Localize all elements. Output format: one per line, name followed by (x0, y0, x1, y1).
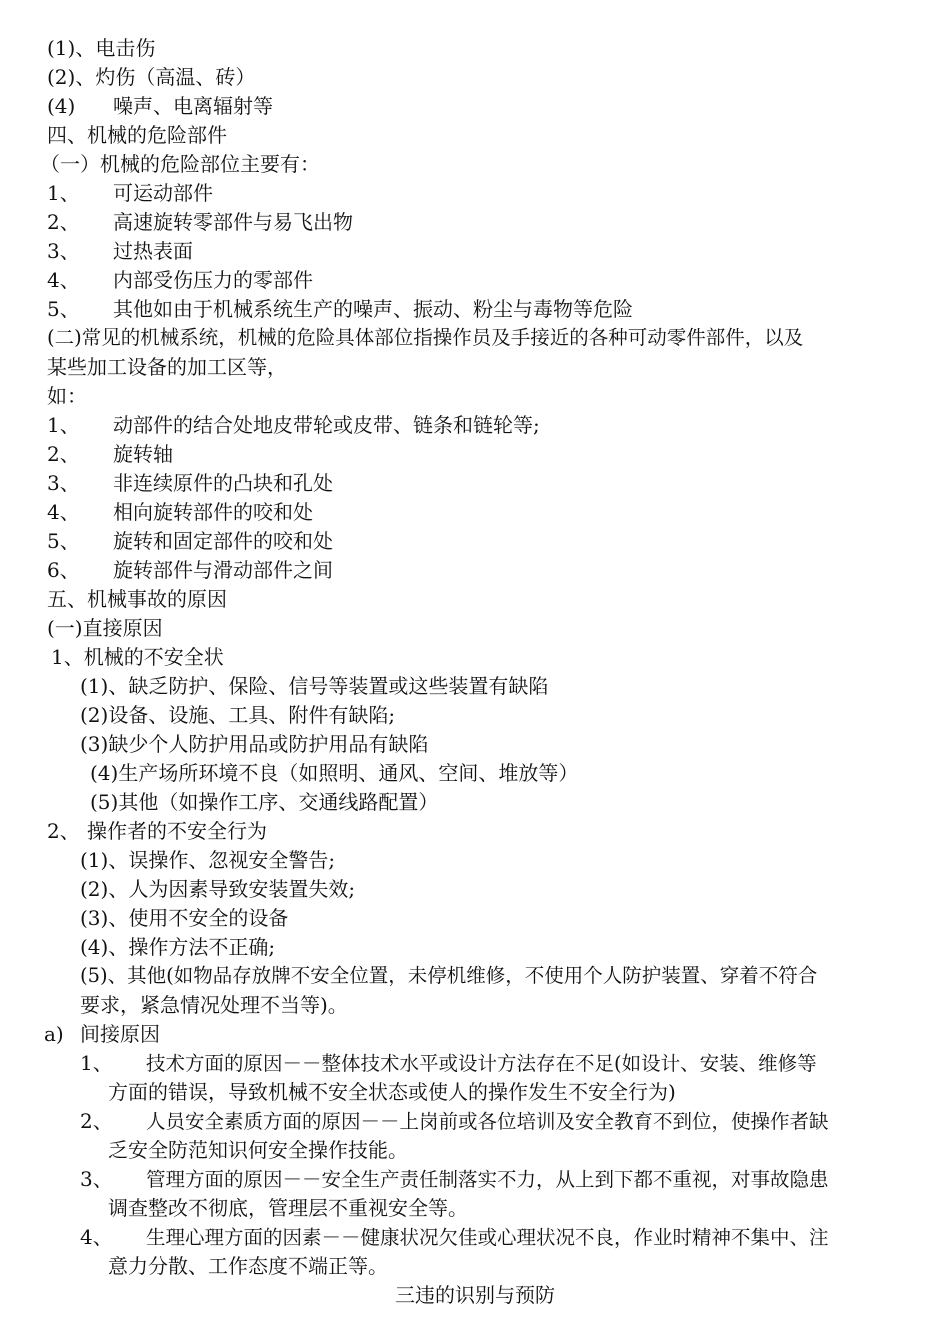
indirect-item-3: 3、 管理方面的原因－－安全生产责任制落实不力，从上到下都不重视，对事故隐患 (80, 1167, 829, 1191)
list-item: 4、 内部受伤压力的零部件 (47, 268, 313, 292)
list-item: (3)、使用不安全的设备 (80, 906, 289, 930)
list-item: (2)设备、设施、工具、附件有缺陷; (80, 703, 396, 727)
list-item: (5)其他（如操作工序、交通线路配置） (90, 790, 439, 814)
subsection-heading: 2、 操作者的不安全行为 (47, 819, 267, 843)
subsection-heading: a) 间接原因 (44, 1022, 160, 1046)
list-item: 要求，紧急情况处理不当等)。 (80, 993, 348, 1017)
list-item: 5、 旋转和固定部件的咬和处 (47, 529, 333, 553)
indirect-item-2-cont: 乏安全防范知识何安全操作技能。 (108, 1138, 408, 1162)
list-item: (4)、操作方法不正确; (80, 935, 276, 959)
text-line: (1)、电击伤 (47, 36, 156, 60)
indirect-item-3-cont: 调查整改不彻底，管理层不重视安全等。 (108, 1196, 468, 1220)
list-item: 6、 旋转部件与滑动部件之间 (47, 558, 333, 582)
text-line: 某些加工设备的加工区等， (47, 355, 287, 379)
list-item: (5)、其他(如物品存放牌不安全位置，未停机维修，不使用个人防护装置、穿着不符合 (80, 964, 818, 987)
list-item: 1、 动部件的结合处地皮带轮或皮带、链条和链轮等; (47, 413, 540, 437)
section-heading: 四、机械的危险部件 (47, 123, 227, 147)
footer-title: 三违的识别与预防 (395, 1283, 555, 1307)
list-item: (1)、误操作、忽视安全警告; (80, 848, 336, 872)
text-line: (2)、灼伤（高温、砖） (47, 65, 256, 89)
list-item: (1)、缺乏防护、保险、信号等装置或这些装置有缺陷 (80, 674, 549, 698)
list-item: 3、 非连续原件的凸块和孔处 (47, 471, 333, 495)
list-item: (4)生产场所环境不良（如照明、通风、空间、堆放等） (90, 761, 579, 785)
indirect-item-2: 2、 人员安全素质方面的原因－－上岗前或各位培训及安全教育不到位，使操作者缺 (80, 1109, 829, 1133)
indirect-item-4: 4、 生理心理方面的因素－－健康状况欠佳或心理状况不良，作业时精神不集中、注 (80, 1225, 829, 1249)
list-item: 3、 过热表面 (47, 239, 193, 263)
subsection-heading: 1、机械的不安全状 (51, 645, 224, 669)
section-heading: 五、机械事故的原因 (47, 587, 227, 611)
subsection-heading: (一)直接原因 (47, 616, 163, 640)
indirect-item-1-cont: 方面的错误，导致机械不安全状态或使人的操作发生不安全行为) (108, 1080, 676, 1104)
subsection-heading: （一）机械的危险部位主要有： (40, 152, 320, 176)
text-line: (4) 噪声、电离辐射等 (47, 94, 273, 118)
list-item: 2、 高速旋转零部件与易飞出物 (47, 210, 353, 234)
list-item: 4、 相向旋转部件的咬和处 (47, 500, 313, 524)
indirect-item-1: 1、 技术方面的原因－－整体技术水平或设计方法存在不足(如设计、安装、维修等 (80, 1051, 817, 1075)
list-item: (2)、人为因素导致安装置失效; (80, 877, 356, 901)
list-item: 2、 旋转轴 (47, 442, 173, 466)
indirect-item-4-cont: 意力分散、工作态度不端正等。 (108, 1254, 388, 1278)
list-item: 5、 其他如由于机械系统生产的噪声、振动、粉尘与毒物等危险 (47, 297, 633, 321)
list-item: 1、 可运动部件 (47, 181, 213, 205)
list-item: (3)缺少个人防护用品或防护用品有缺陷 (80, 732, 429, 756)
text-line: 如： (47, 384, 87, 408)
text-line: (二)常见的机械系统，机械的危险具体部位指操作员及手接近的各种可动零件部件，以及 (47, 326, 804, 349)
